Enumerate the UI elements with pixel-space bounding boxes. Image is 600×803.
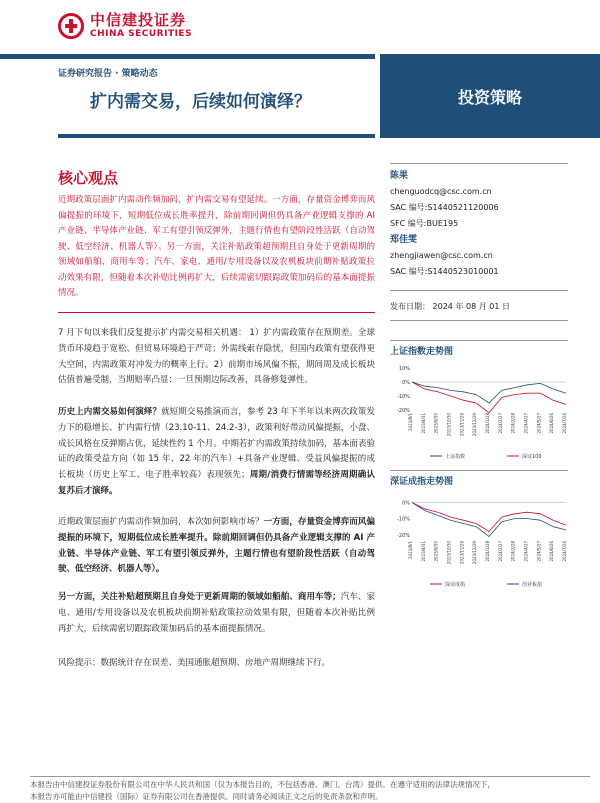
x-tick-label: 2024/3/28 [510,413,516,434]
legend-entry: 深证100 [522,454,542,460]
analyst-email: zhengjiawen@csc.com.cn [390,251,493,260]
chart2-title: 深证成指走势图 [390,477,454,487]
x-tick-label: 2023/10/30 [446,541,452,565]
core-divider [58,312,375,313]
x-tick-label: 2024/4/27 [523,541,529,562]
x-tick-label: 2023/11/29 [459,541,465,565]
paragraph-2-tail: 周期/消费行情需等经济周期确认复苏后才演绎。 [58,470,375,496]
x-tick-label: 2024/1/28 [485,413,490,434]
y-tick-label: 0% [402,380,410,386]
category-banner: 投资策略 [380,54,600,138]
analyst-block [390,168,590,280]
series-line [412,503,566,532]
paragraph-3-body: 一方面，存量资金博弈而风偏提振的环境下，短期低位成长胜率提升。除前期回调但仍具备产业逻辑支撑的 AI 产业链、半导体产业链、军工有望引领反弹外，主题行情也有望阶段性活跃（自动驾驶、低空经济、机器人等）。 [58,517,375,575]
side-divider-mid [390,290,568,291]
x-tick-label: 2023/9/30 [433,413,439,434]
logo-cn: 中信建投证券 [90,11,187,29]
publish-date: 发布日期： 2024 年 08 月 01 日 [390,302,510,311]
paragraph-4 [58,590,375,637]
x-tick-label: 2023/12/29 [472,541,478,565]
logo-en: CHINA SECURITIES [90,29,193,39]
side-divider-date [390,320,568,321]
paragraph-4-body: 汽车、家电、通用/专用设备以及农机板块前期补贴政策拉动效果有限，但随着本次补贴比例再扩大，后续需密切跟踪政策加码后的基本面提振情况。 [58,592,375,634]
paragraph-1: 7 月下旬以来我们反复提示扩内需交易相关机遇： 1）扩内需政策存在预期差。全球货币环境趋于宽松、但贸易环境趋于严苛；外需线索存隐忧，但国内政策有望获得更大空间，内需政策对冲发力的概率上行。2）前期市场风偏不振，期间周及成长板块估值普遍受制，当期赔率凸显：一旦预期边际改善，具备修复弹性。 [58,328,375,386]
x-tick-label: 2024/4/27 [523,413,529,434]
footer-line-2: 本报告亦可能由中信建投（国际）证券有限公司在香港提供。同时请务必阅读正文之后的免责条款和声明。 [30,792,383,801]
x-tick-label: 2023/10/30 [446,413,452,437]
core-heading: 核心观点 [58,169,119,187]
analyst-name: 郑佳雯 [390,235,418,245]
x-tick-label: 2023/8/1 [408,541,413,559]
page-title: 扩内需交易，后续如何演绎？ [90,92,311,112]
core-summary: 近期政策层面扩内需动作频加码，扩内需交易有望延续。一方面，存量资金博弈而风偏提振的环境下，短期低位成长胜率提升，除前期回调但仍具备产业逻辑支撑的 AI 产业链、半导体产业链、军工有望引领反弹外，主题行情也有望阶段性活跃（自动驾驶、低空经济、机器人等）。另一方面，关注补贴政策超预期且自身处于更新周期的领域如船舶、商用车等；汽车、家电、通用/专用设备以及农机板块前期补贴政策拉动效果有限，但随着本次补贴比例再扩大，后续需密切跟踪政策加码后的基本面提振情况。 [58,195,375,298]
index-chart-2 [390,490,570,590]
y-tick-label: -20% [397,408,410,414]
series-line [412,382,566,413]
company-logo [58,12,192,40]
analyst-sac: SAC 编号:S1440521120006 [390,203,499,212]
paragraph-3-lead: 近期政策层面扩内需动作频加码，本次如何影响市场？ [58,517,264,527]
x-tick-label: 2024/7/26 [562,541,567,562]
paragraph-2 [58,405,375,500]
analyst-sfc: SFC 编号:BUE195 [390,219,459,228]
chart1-divider [390,340,568,341]
legend-entry: 创业板指 [522,582,543,588]
x-tick-label: 2024/7/26 [562,413,567,434]
paragraph-2-body: 就短期交易推演而言，参考 23 年下半年以来两次政策发力下的稳增长、扩内需行情（23.10-11、24.2-3），政策利好带动风偏提振，小盘、成长风格在反弹期占优，延续性约 1 个月。中期若扩内需政策持续加码，基本面表验证的政策受益方向（如 15 年、22 年的汽车）+具备产业逻辑、受益风偏提振的成长板块（历史上军工、电子胜率较高）表现领先； [58,407,375,481]
y-tick-label: -10% [397,394,410,400]
analyst-sac: SAC 编号:S1440523010001 [390,267,499,276]
y-tick-label: 0% [402,500,410,507]
header-bar [0,54,375,59]
x-tick-label: 2024/2/27 [497,541,503,562]
report-type: 证券研究报告 · 策略动态 [58,69,158,79]
disclaimer-footer [30,776,590,803]
paragraph-3 [58,515,375,578]
legend-entry: 上证指数 [445,454,466,460]
legend-entry: 深证成指 [445,582,466,588]
x-tick-label: 2024/3/28 [510,541,516,562]
chart1-title: 上证指数走势图 [390,347,454,357]
paragraph-4-lead: 另一方面，关注补贴超预期且自身处于更新周期的领域如船舶、商用车等； [58,592,341,602]
y-tick-label: 10% [398,366,410,372]
analyst-email: chenguodcq@csc.com.cn [390,187,492,196]
series-line [412,382,566,403]
x-tick-label: 2023/12/29 [472,413,478,437]
x-tick-label: 2023/9/30 [433,541,439,562]
x-tick-label: 2023/8/1 [408,413,413,431]
y-tick-label: -20% [397,532,410,539]
x-tick-label: 2024/6/26 [549,541,555,562]
x-tick-label: 2024/5/27 [536,541,542,562]
x-tick-label: 2024/2/27 [497,413,503,434]
index-chart-1 [390,362,570,462]
y-tick-label: -10% [397,516,410,523]
x-tick-label: 2023/11/29 [459,413,465,437]
x-tick-label: 2023/8/31 [420,413,426,434]
risk-warning: 风险提示：数据统计存在误差、美国通胀超预期、房地产周期继续下行。 [58,658,331,668]
side-divider-top [390,163,568,164]
x-tick-label: 2024/5/27 [536,413,542,434]
logo-icon [58,13,84,39]
paragraph-2-lead: 历史上内需交易如何演绎？ [58,407,162,417]
x-tick-label: 2024/1/28 [485,541,490,562]
title-divider [58,134,375,138]
x-tick-label: 2024/6/26 [549,413,555,434]
footer-line-1: 本报告由中信建投证券股份有限公司在中华人民共和国（仅为本报告目的，不包括香港、澳门、台湾）提供。在遵守适用的法律法规情况下， [30,780,495,789]
x-tick-label: 2023/8/31 [420,541,426,562]
analyst-name: 陈果 [390,171,409,181]
chart2-divider [390,470,568,471]
